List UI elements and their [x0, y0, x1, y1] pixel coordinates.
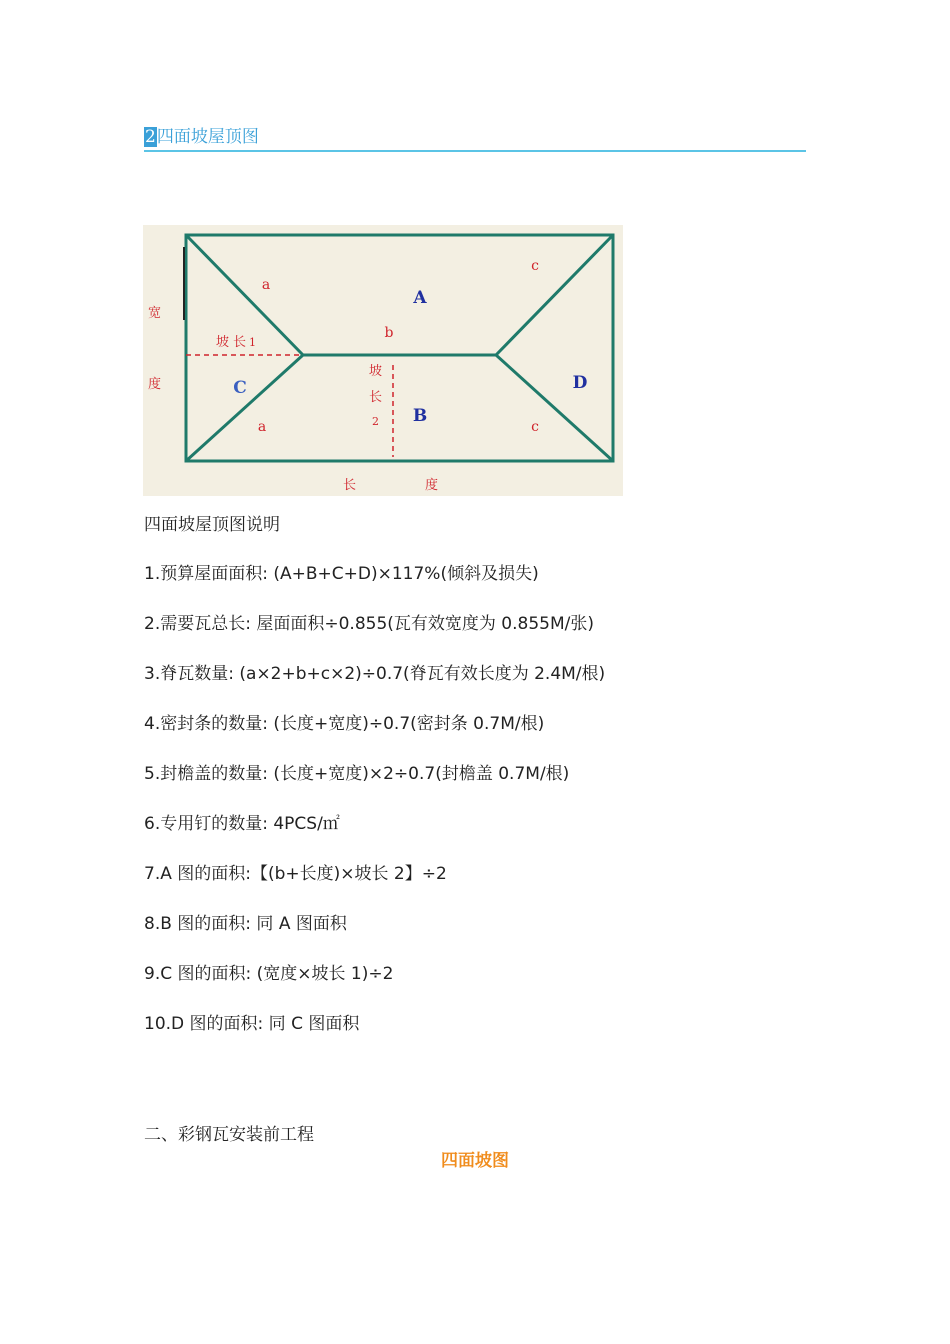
label-c-bottom: c	[531, 419, 539, 435]
slope-2-char-1: 坡	[369, 364, 383, 379]
list-item: 10.D 图的面积: 同 C 图面积	[144, 1014, 360, 1034]
list-item: 4.密封条的数量: (长度+宽度)÷0.7(密封条 0.7M/根)	[144, 714, 545, 734]
list-item: 2.需要瓦总长: 屋面面积÷0.855(瓦有效宽度为 0.855M/张)	[144, 614, 594, 634]
diagram-caption: 四面坡屋顶图说明	[144, 515, 280, 535]
slope-1-char-2: 长	[233, 335, 247, 350]
label-section-C: C	[233, 378, 247, 398]
section-title: 二、彩钢瓦安装前工程	[144, 1125, 314, 1145]
list-item: 9.C 图的面积: (宽度×坡长 1)÷2	[144, 964, 394, 984]
heading-title: 四面坡屋顶图	[156, 127, 259, 147]
image-caption: 四面坡图	[441, 1151, 509, 1171]
slope-2-char-2: 长	[369, 390, 383, 405]
label-a-top: a	[261, 277, 271, 293]
width-char-1: 宽	[148, 306, 162, 321]
formula-list	[144, 563, 605, 1063]
slope-2-char-3: 2	[372, 415, 379, 428]
label-b: b	[384, 325, 394, 341]
label-c-top: c	[531, 258, 539, 274]
length-char-1: 长	[343, 478, 357, 493]
length-char-2: 度	[425, 478, 439, 493]
list-item: 6.专用钉的数量: 4PCS/㎡	[144, 814, 340, 834]
label-section-D: D	[572, 373, 588, 393]
heading-number: 2	[145, 127, 156, 147]
section-heading	[144, 126, 806, 152]
width-char-2: 度	[148, 377, 162, 392]
list-item: 7.A 图的面积:【(b+长度)×坡长 2】÷2	[144, 864, 447, 884]
list-item: 5.封檐盖的数量: (长度+宽度)×2÷0.7(封檐盖 0.7M/根)	[144, 764, 570, 784]
slope-1-char-1: 坡	[216, 335, 230, 350]
list-item: 8.B 图的面积: 同 A 图面积	[144, 914, 347, 934]
label-section-B: B	[412, 406, 428, 426]
label-a-bottom: a	[257, 419, 267, 435]
slope-1-char-3: 1	[249, 336, 256, 349]
list-item: 1.预算屋面面积: (A+B+C+D)×117%(倾斜及损失)	[144, 564, 539, 584]
list-item: 3.脊瓦数量: (a×2+b+c×2)÷0.7(脊瓦有效长度为 2.4M/根)	[144, 664, 606, 684]
hip-roof-diagram	[143, 225, 623, 496]
label-section-A: A	[413, 288, 427, 308]
